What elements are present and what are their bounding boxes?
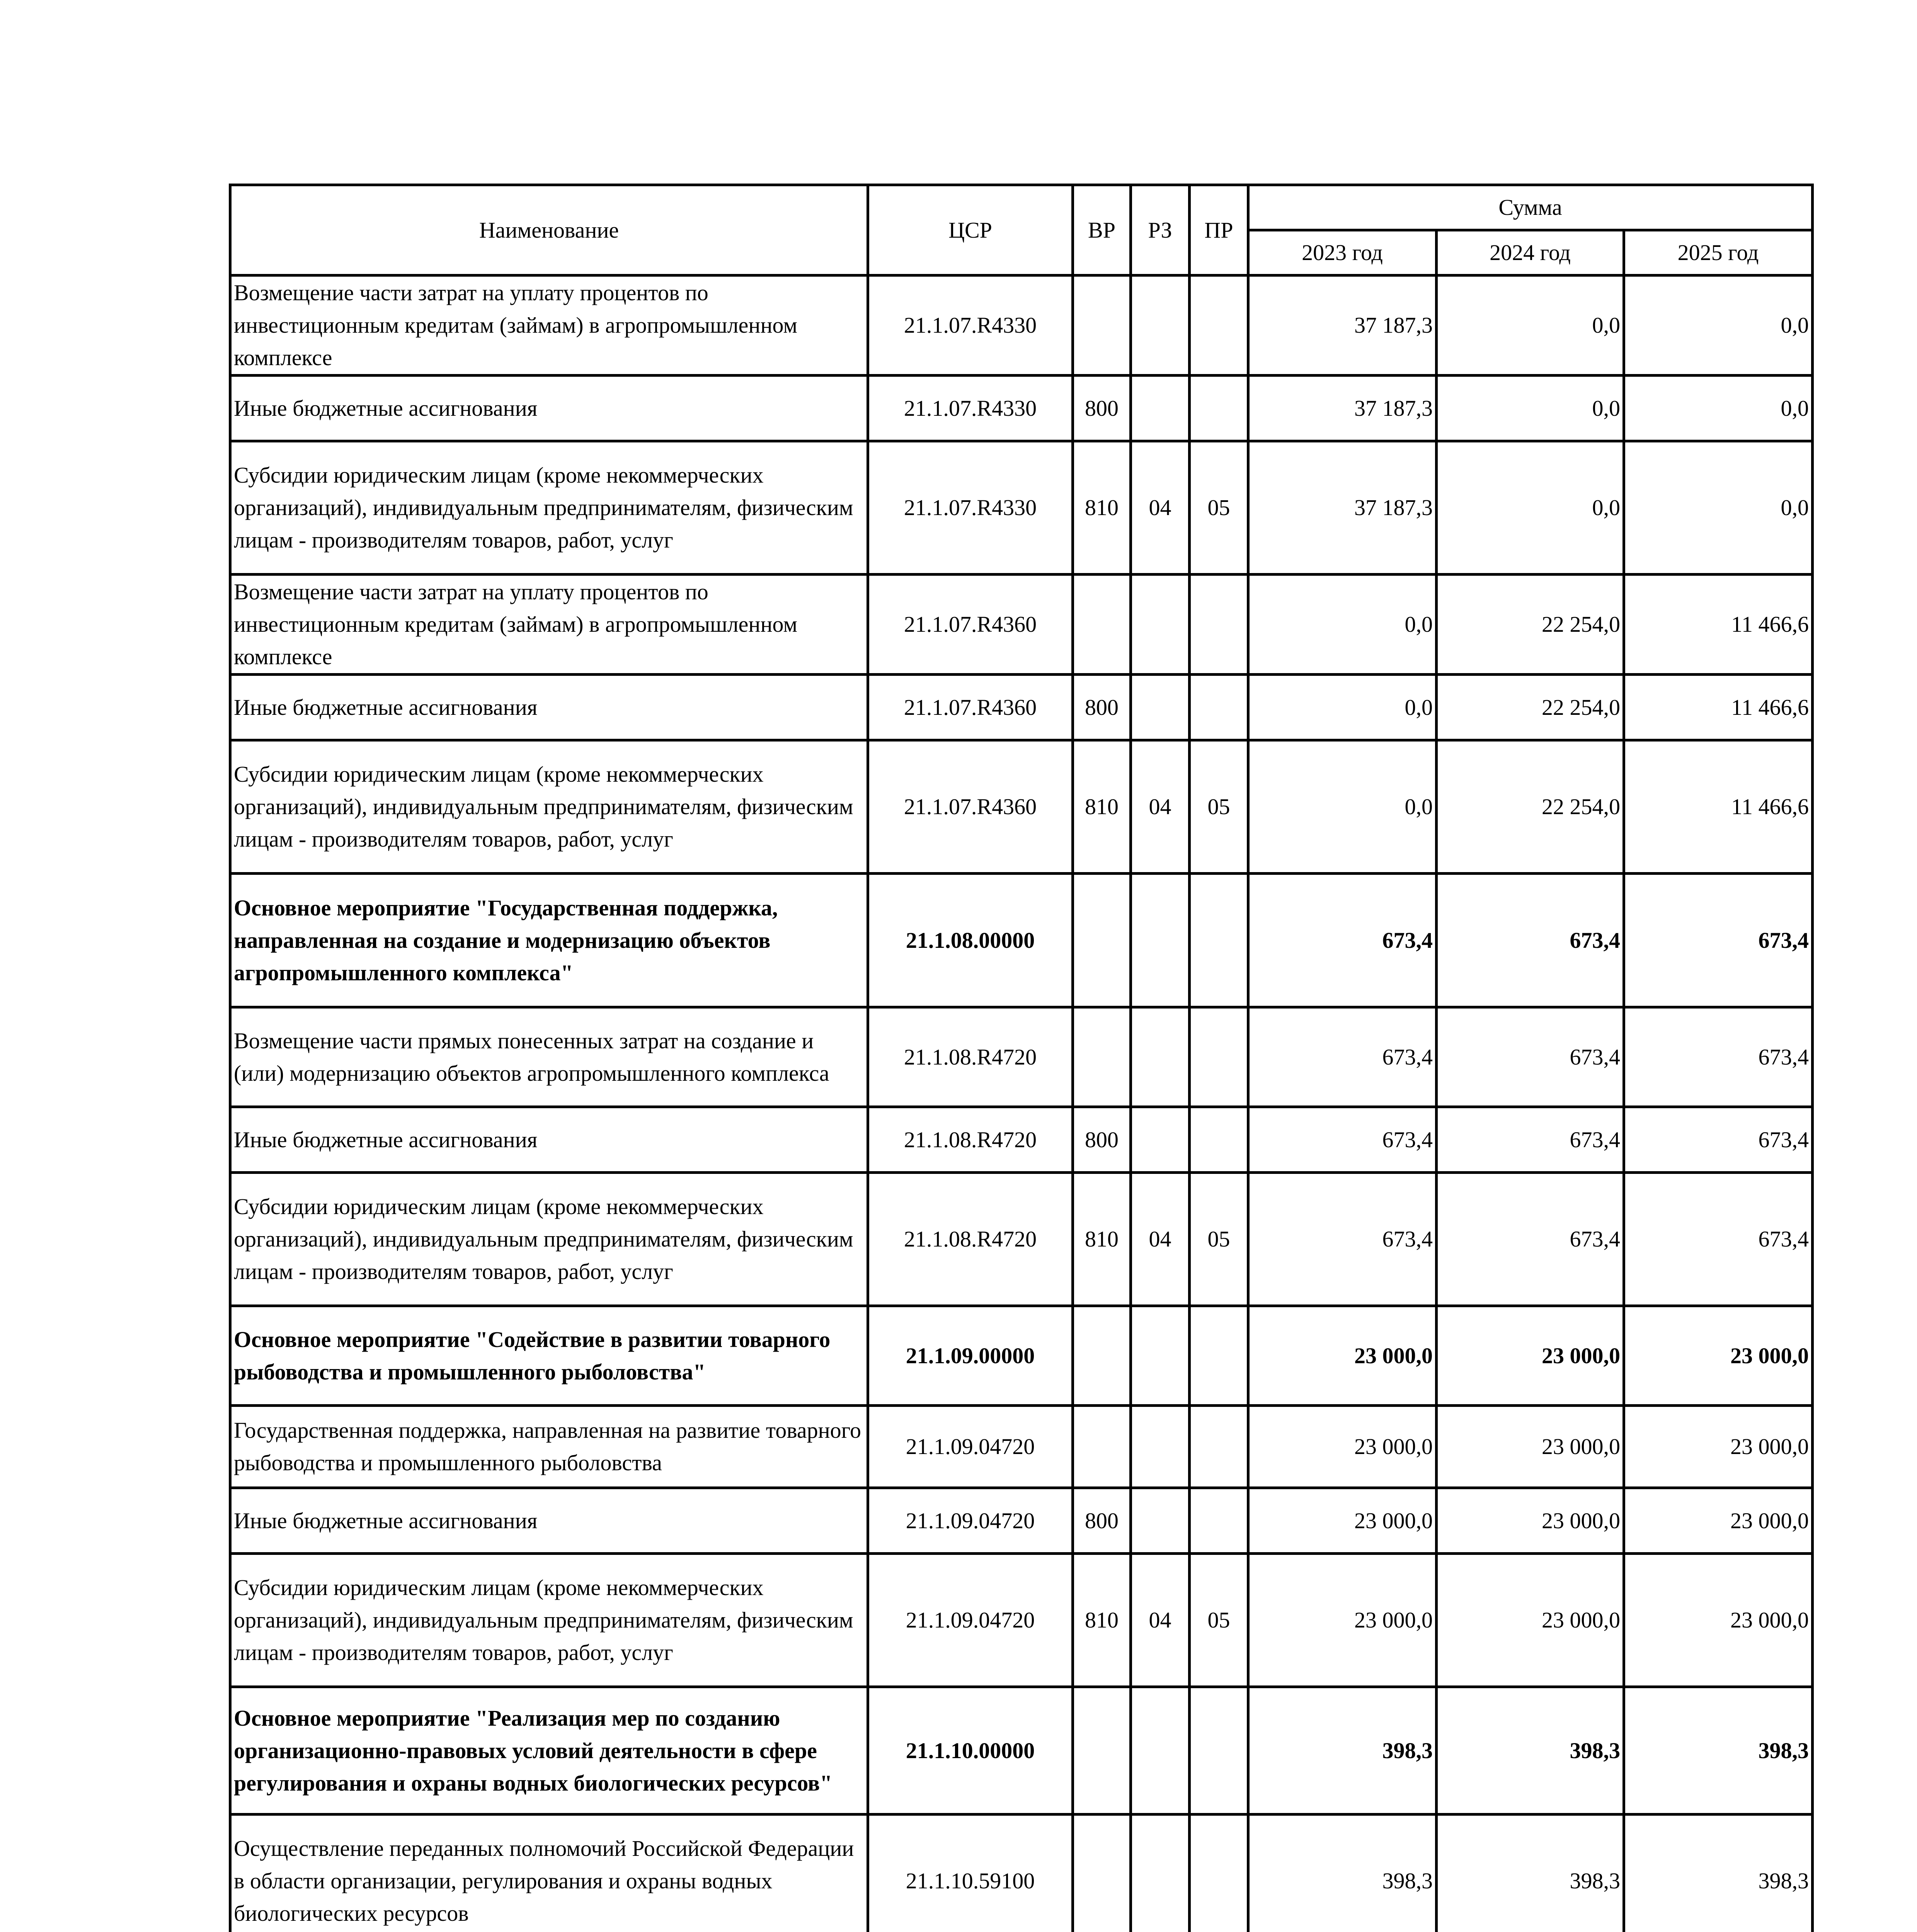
row-sum-2024: 22 254,0 (1437, 575, 1624, 675)
row-pr (1190, 1488, 1248, 1554)
row-name: Субсидии юридическим лицам (кроме некоммерческих организаций), индивидуальным предпринимателям, физическим лицам - производителям товаров, работ, услуг (230, 1554, 868, 1687)
row-rz (1131, 1107, 1190, 1173)
row-rz (1131, 376, 1190, 441)
row-pr (1190, 874, 1248, 1007)
row-rz (1131, 1815, 1190, 1932)
row-sum-2023: 23 000,0 (1248, 1406, 1437, 1488)
row-sum-2024: 22 254,0 (1437, 675, 1624, 740)
row-name: Иные бюджетные ассигнования (230, 1488, 868, 1554)
table-row (230, 1815, 1813, 1932)
row-vr (1073, 1007, 1131, 1107)
row-sum-2024: 398,3 (1437, 1687, 1624, 1815)
row-pr (1190, 1107, 1248, 1173)
row-rz: 04 (1131, 441, 1190, 575)
row-sum-2025: 0,0 (1624, 376, 1813, 441)
table-row (230, 1554, 1813, 1687)
row-pr: 05 (1190, 740, 1248, 874)
row-vr (1073, 276, 1131, 376)
header-vr: ВР (1073, 185, 1131, 276)
header-csr: ЦСР (868, 185, 1073, 276)
header-year-2024: 2024 год (1437, 230, 1624, 276)
row-pr (1190, 1815, 1248, 1932)
row-csr: 21.1.07.R4330 (868, 441, 1073, 575)
row-sum-2025: 11 466,6 (1624, 740, 1813, 874)
row-rz: 04 (1131, 1173, 1190, 1306)
row-sum-2025: 11 466,6 (1624, 575, 1813, 675)
header-year-2025: 2025 год (1624, 230, 1813, 276)
row-sum-2024: 22 254,0 (1437, 740, 1624, 874)
row-sum-2023: 37 187,3 (1248, 276, 1437, 376)
header-name: Наименование (230, 185, 868, 276)
row-vr (1073, 874, 1131, 1007)
row-csr: 21.1.10.00000 (868, 1687, 1073, 1815)
row-sum-2023: 673,4 (1248, 1007, 1437, 1107)
row-name: Основное мероприятие "Реализация мер по созданию организационно-правовых условий деятельности в сфере регулирования и охраны водных биологических ресурсов" (230, 1687, 868, 1815)
row-rz: 04 (1131, 1554, 1190, 1687)
row-sum-2025: 673,4 (1624, 1007, 1813, 1107)
row-csr: 21.1.08.R4720 (868, 1173, 1073, 1306)
row-csr: 21.1.07.R4330 (868, 276, 1073, 376)
budget-table (229, 184, 1814, 1932)
row-sum-2024: 398,3 (1437, 1815, 1624, 1932)
row-rz: 04 (1131, 740, 1190, 874)
row-pr (1190, 575, 1248, 675)
row-sum-2023: 0,0 (1248, 575, 1437, 675)
table-row (230, 1687, 1813, 1815)
row-rz (1131, 675, 1190, 740)
row-sum-2024: 0,0 (1437, 276, 1624, 376)
row-csr: 21.1.09.00000 (868, 1306, 1073, 1406)
table-row (230, 376, 1813, 441)
table-row (230, 1406, 1813, 1488)
row-pr (1190, 1406, 1248, 1488)
row-vr: 810 (1073, 740, 1131, 874)
row-sum-2023: 37 187,3 (1248, 441, 1437, 575)
row-sum-2025: 23 000,0 (1624, 1488, 1813, 1554)
row-name: Осуществление переданных полномочий Российской Федерации в области организации, регулирования и охраны водных биологических ресурсов (230, 1815, 868, 1932)
row-sum-2023: 0,0 (1248, 675, 1437, 740)
row-rz (1131, 1007, 1190, 1107)
row-pr (1190, 675, 1248, 740)
row-sum-2025: 398,3 (1624, 1815, 1813, 1932)
row-sum-2025: 0,0 (1624, 276, 1813, 376)
row-sum-2023: 398,3 (1248, 1815, 1437, 1932)
row-pr (1190, 376, 1248, 441)
header-year-2023: 2023 год (1248, 230, 1437, 276)
row-name: Субсидии юридическим лицам (кроме некоммерческих организаций), индивидуальным предпринимателям, физическим лицам - производителям товаров, работ, услуг (230, 441, 868, 575)
row-vr (1073, 1406, 1131, 1488)
row-name: Возмещение части затрат на уплату процентов по инвестиционным кредитам (займам) в агропромышленном комплексе (230, 575, 868, 675)
row-name: Иные бюджетные ассигнования (230, 1107, 868, 1173)
row-name: Возмещение части затрат на уплату процентов по инвестиционным кредитам (займам) в агропромышленном комплексе (230, 276, 868, 376)
row-csr: 21.1.07.R4330 (868, 376, 1073, 441)
row-sum-2024: 673,4 (1437, 1173, 1624, 1306)
row-sum-2023: 23 000,0 (1248, 1306, 1437, 1406)
row-vr: 800 (1073, 1107, 1131, 1173)
row-sum-2025: 398,3 (1624, 1687, 1813, 1815)
row-sum-2025: 23 000,0 (1624, 1306, 1813, 1406)
row-vr: 800 (1073, 376, 1131, 441)
row-vr: 810 (1073, 1173, 1131, 1306)
row-sum-2024: 23 000,0 (1437, 1306, 1624, 1406)
row-sum-2023: 673,4 (1248, 1173, 1437, 1306)
row-sum-2023: 673,4 (1248, 874, 1437, 1007)
row-csr: 21.1.09.04720 (868, 1406, 1073, 1488)
row-sum-2024: 0,0 (1437, 441, 1624, 575)
row-name: Основное мероприятие "Государственная поддержка, направленная на создание и модернизацию объектов агропромышленного комплекса" (230, 874, 868, 1007)
row-sum-2025: 23 000,0 (1624, 1554, 1813, 1687)
row-csr: 21.1.07.R4360 (868, 675, 1073, 740)
row-name: Основное мероприятие "Содействие в развитии товарного рыбоводства и промышленного рыболовства" (230, 1306, 868, 1406)
row-sum-2025: 673,4 (1624, 1107, 1813, 1173)
row-pr: 05 (1190, 1554, 1248, 1687)
row-pr (1190, 1007, 1248, 1107)
table-row (230, 874, 1813, 1007)
row-csr: 21.1.08.00000 (868, 874, 1073, 1007)
row-name: Субсидии юридическим лицам (кроме некоммерческих организаций), индивидуальным предпринимателям, физическим лицам - производителям товаров, работ, услуг (230, 1173, 868, 1306)
row-sum-2025: 0,0 (1624, 441, 1813, 575)
row-csr: 21.1.07.R4360 (868, 740, 1073, 874)
row-pr (1190, 276, 1248, 376)
row-vr: 800 (1073, 1488, 1131, 1554)
row-csr: 21.1.09.04720 (868, 1488, 1073, 1554)
row-sum-2023: 23 000,0 (1248, 1554, 1437, 1687)
table-row (230, 1306, 1813, 1406)
row-sum-2025: 673,4 (1624, 874, 1813, 1007)
row-name: Субсидии юридическим лицам (кроме некоммерческих организаций), индивидуальным предпринимателям, физическим лицам - производителям товаров, работ, услуг (230, 740, 868, 874)
row-sum-2024: 0,0 (1437, 376, 1624, 441)
row-sum-2023: 673,4 (1248, 1107, 1437, 1173)
row-vr: 810 (1073, 441, 1131, 575)
row-sum-2024: 673,4 (1437, 874, 1624, 1007)
header-sum: Сумма (1248, 185, 1813, 230)
row-vr (1073, 1815, 1131, 1932)
row-csr: 21.1.08.R4720 (868, 1107, 1073, 1173)
row-name: Иные бюджетные ассигнования (230, 376, 868, 441)
row-pr (1190, 1687, 1248, 1815)
row-pr (1190, 1306, 1248, 1406)
row-vr: 800 (1073, 675, 1131, 740)
row-name: Иные бюджетные ассигнования (230, 675, 868, 740)
row-rz (1131, 575, 1190, 675)
table-row (230, 575, 1813, 675)
row-sum-2023: 23 000,0 (1248, 1488, 1437, 1554)
table-body (230, 276, 1813, 1932)
table-row (230, 675, 1813, 740)
table-row (230, 1488, 1813, 1554)
table-row (230, 1007, 1813, 1107)
row-vr: 810 (1073, 1554, 1131, 1687)
table-row (230, 740, 1813, 874)
row-rz (1131, 1406, 1190, 1488)
row-rz (1131, 1306, 1190, 1406)
row-sum-2024: 23 000,0 (1437, 1488, 1624, 1554)
table-row (230, 1107, 1813, 1173)
table-row (230, 276, 1813, 376)
row-sum-2024: 23 000,0 (1437, 1406, 1624, 1488)
row-rz (1131, 1687, 1190, 1815)
row-pr: 05 (1190, 441, 1248, 575)
row-csr: 21.1.07.R4360 (868, 575, 1073, 675)
row-sum-2024: 673,4 (1437, 1107, 1624, 1173)
row-vr (1073, 1687, 1131, 1815)
header-pr: ПР (1190, 185, 1248, 276)
row-sum-2025: 11 466,6 (1624, 675, 1813, 740)
row-name: Возмещение части прямых понесенных затрат на создание и (или) модернизацию объектов агропромышленного комплекса (230, 1007, 868, 1107)
row-rz (1131, 874, 1190, 1007)
table-row (230, 1173, 1813, 1306)
row-sum-2024: 673,4 (1437, 1007, 1624, 1107)
table-row (230, 441, 1813, 575)
row-csr: 21.1.10.59100 (868, 1815, 1073, 1932)
row-sum-2023: 37 187,3 (1248, 376, 1437, 441)
row-csr: 21.1.08.R4720 (868, 1007, 1073, 1107)
row-sum-2025: 23 000,0 (1624, 1406, 1813, 1488)
row-sum-2024: 23 000,0 (1437, 1554, 1624, 1687)
row-vr (1073, 575, 1131, 675)
row-csr: 21.1.09.04720 (868, 1554, 1073, 1687)
row-vr (1073, 1306, 1131, 1406)
row-pr: 05 (1190, 1173, 1248, 1306)
row-sum-2025: 673,4 (1624, 1173, 1813, 1306)
header-rz: РЗ (1131, 185, 1190, 276)
row-sum-2023: 398,3 (1248, 1687, 1437, 1815)
row-rz (1131, 276, 1190, 376)
row-sum-2023: 0,0 (1248, 740, 1437, 874)
row-name: Государственная поддержка, направленная на развитие товарного рыбоводства и промышленного рыболовства (230, 1406, 868, 1488)
row-rz (1131, 1488, 1190, 1554)
